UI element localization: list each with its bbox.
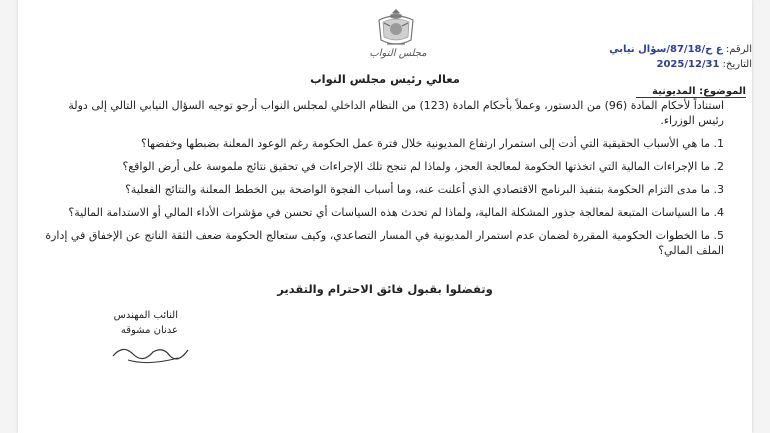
question-2: 2. ما الإجراءات المالية التي اتخذتها الحكومة لمعالجة العجز، ولماذا لم تنجح تلك الإجراءات في تحقيق نتائج ملموسة على أرض الواقع؟ xyxy=(122,160,724,173)
jordan-coat-of-arms-icon xyxy=(373,6,419,50)
question-5: 5. ما الخطوات الحكومية المقررة لضمان عدم استمرار المديونية في المسار التصاعدي، وكيف ستعالج الحكومة ضعف الثقة الناتج عن الإخفاق في إدارة الملف المالي؟ xyxy=(45,229,724,257)
reference-number-value: ع ح/87/18/سؤال نيابي xyxy=(609,44,723,55)
letter-page xyxy=(18,0,752,433)
signatory-title: النائب المهندس xyxy=(113,310,178,321)
question-4: 4. ما السياسات المتبعة لمعالجة جذور المشكلة المالية، ولماذا لم تحدث هذه السياسات أي تحسن في مؤشرات الأداء المالي أو الاستدامة المالية؟ xyxy=(68,206,724,219)
question-1: 1. ما هي الأسباب الحقيقية التي أدت إلى استمرار ارتفاع المديونية خلال فترة عمل الحكومة رغم الوعود المعلنة بضبطها وخفضها؟ xyxy=(140,137,724,150)
reference-date-value: 2025/12/31 xyxy=(656,59,720,70)
reference-block xyxy=(552,42,752,72)
closing-line: وتفضلوا بقبول فائق الاحترام والتقدير xyxy=(277,282,493,296)
reference-number: الرقم: ع ح/87/18/سؤال نيابي xyxy=(609,44,752,55)
reference-date-label: التاريخ xyxy=(726,59,752,70)
addressee: معالي رئيس مجلس النواب xyxy=(310,72,460,86)
question-3: 3. ما مدى التزام الحكومة بتنفيذ البرنامج الاقتصادي الذي أعلنت عنه، وما أسباب الفجوة الواضحة بين الخطط المعلنة والنتائج الفعلية؟ xyxy=(125,183,724,196)
intro-paragraph: استناداً لأحكام المادة (96) من الدستور، وعملاً بأحكام المادة (123) من النظام الداخلي لمجلس النواب أرجو توجيه السؤال النيابي التالي إلى دولة رئيس الوزراء. xyxy=(68,99,724,127)
subject-line: الموضوع: المديونية xyxy=(636,86,746,98)
reference-date: التاريخ: 2025/12/31 xyxy=(656,59,752,70)
signature-block xyxy=(68,308,178,338)
letter-body xyxy=(44,98,724,266)
reference-number-label: الرقم xyxy=(729,44,752,55)
parliament-name: مجلس النواب xyxy=(369,48,427,59)
signatory-name: عدنان مشوقه xyxy=(120,325,178,336)
handwritten-signature-icon xyxy=(108,338,198,368)
